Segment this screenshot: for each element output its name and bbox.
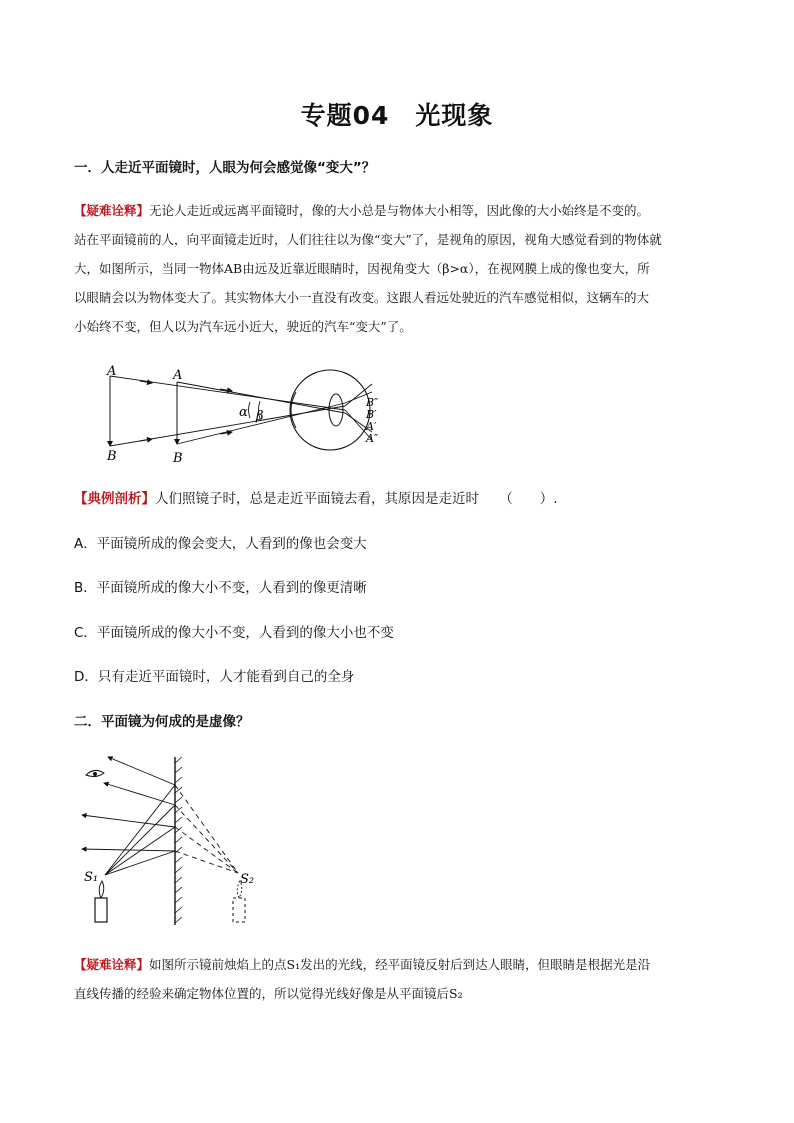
example-block — [74, 487, 558, 507]
fig1-label-A-prime: A′ — [366, 420, 377, 433]
fig1-label-alpha: α — [239, 405, 248, 420]
candle-icon — [95, 898, 107, 922]
explain-line-1: 【疑难诠释】无论人走近或远离平面镜时，像的大小总是与物体大小相等，因此像的大小始终是不变的。 — [74, 203, 650, 218]
page-title: 专题04 光现象 — [300, 101, 494, 130]
fig1-label-B-double-prime: B″ — [366, 396, 379, 409]
example-text: 人们照镜子时，总是走近平面镜去看，其原因是走近时 （ ）. — [155, 491, 558, 507]
viewing-angle-figure — [100, 362, 390, 474]
section2-heading: 二．平面镜为何成的是虚像？ — [74, 714, 250, 730]
fig2-label-S2: S₂ — [240, 872, 255, 887]
explain2-line-2: 直线传播的经验来确定物体位置的，所以觉得光线好像是从平面镜后S₂ — [74, 986, 463, 1001]
fig1-label-B-prime: B′ — [366, 408, 377, 421]
fig1-label-beta: β — [256, 409, 264, 424]
explain-line-3: 大，如图所示，当同一物体AB由远及近靠近眼睛时，因视角变大（β>α），在视网膜上成的像也变大，所 — [74, 261, 650, 276]
option-c: C．平面镜所成的像大小不变，人看到的像大小也不变 — [74, 625, 394, 641]
example-tag: 【典例剖析】 — [74, 491, 155, 507]
option-d: D．只有走近平面镜时，人才能看到自己的全身 — [74, 669, 355, 685]
explain-line-4: 以眼睛会以为物体变大了。其实物体大小一直没有改变。这跟人看远处驶近的汽车感觉相似，这辆车的大 — [74, 290, 650, 305]
option-b: B．平面镜所成的像大小不变，人看到的像更清晰 — [74, 580, 367, 596]
fig1-label-A-far: A — [107, 364, 117, 379]
fig1-label-B-far: B — [107, 449, 117, 464]
explain2-line-1: 【疑难诠释】如图所示镜前烛焰上的点S₁发出的光线，经平面镜反射后到达人眼睛，但眼睛是根据光是沿 — [74, 957, 651, 972]
fig1-label-A-double-prime: A″ — [366, 432, 379, 445]
explain-line-2: 站在平面镜前的人，向平面镜走近时，人们往往以为像“变大”了，是视角的原因，视角大感觉看到的物体就 — [74, 232, 662, 247]
section1-explanation — [74, 196, 724, 341]
explain-tag: 【疑难诠释】 — [74, 203, 150, 218]
explain-line-5: 小始终不变，但人以为汽车远小近大，驶近的汽车“变大”了。 — [74, 319, 412, 334]
mirror-figure — [78, 755, 278, 930]
option-a: A．平面镜所成的像会变大，人看到的像也会变大 — [74, 536, 367, 552]
fig1-label-B-near: B — [173, 451, 183, 466]
fig1-label-A-near: A — [173, 368, 183, 383]
section2-explanation — [74, 950, 724, 1008]
virtual-candle-icon — [233, 898, 245, 922]
fig2-label-S1: S₁ — [84, 870, 99, 885]
section1-heading: 一．人走近平面镜时，人眼为何会感觉像“变大”？ — [74, 160, 376, 176]
explain2-tag: 【疑难诠释】 — [74, 957, 150, 972]
